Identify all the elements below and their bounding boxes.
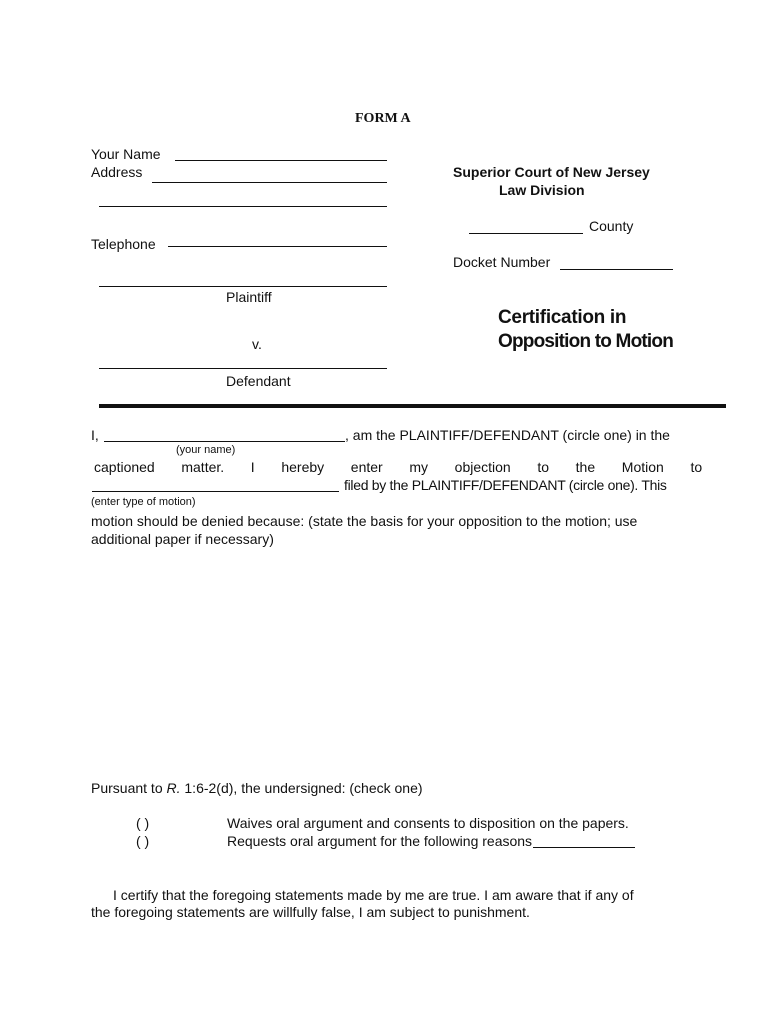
document-title-line1: Certification in — [498, 307, 627, 328]
court-division: Law Division — [499, 182, 585, 198]
defendant-field[interactable] — [99, 368, 387, 369]
form-label: FORM A — [355, 111, 411, 126]
address-label: Address — [91, 164, 143, 180]
request-checkbox[interactable]: ( ) — [136, 833, 150, 849]
your-name-field[interactable] — [175, 160, 387, 161]
pursuant-line: Pursuant to R. 1:6-2(d), the undersigned: (check one) — [91, 780, 423, 796]
county-field[interactable] — [469, 233, 583, 234]
address-field-line1[interactable] — [152, 182, 387, 183]
body-additional-line: additional paper if necessary) — [91, 531, 274, 547]
docket-number-field[interactable] — [560, 269, 673, 270]
plaintiff-label: Plaintiff — [226, 289, 272, 305]
defendant-label: Defendant — [226, 373, 291, 389]
docket-label: Docket Number — [453, 254, 551, 270]
caption-divider — [99, 404, 726, 408]
plaintiff-field[interactable] — [99, 286, 387, 287]
body-filed-by: filed by the PLAINTIFF/DEFENDANT (circle one). This — [344, 477, 667, 493]
body-am-the: , am the PLAINTIFF/DEFENDANT (circle one) in the — [345, 427, 670, 443]
address-field-line2[interactable] — [99, 206, 387, 207]
county-label: County — [589, 218, 634, 234]
your-name-blank[interactable] — [104, 441, 345, 442]
request-option-text: Requests oral argument for the following reasons — [227, 833, 533, 849]
telephone-label: Telephone — [91, 236, 156, 252]
body-denied-line: motion should be denied because: (state the basis for your opposition to the motion; use — [91, 513, 638, 529]
your-name-hint: (your name) — [176, 444, 236, 456]
body-i: I, — [91, 427, 99, 443]
captioned-line: captioned matter. I hereby enter my objection to the Motion to — [94, 459, 703, 475]
versus-label: v. — [252, 336, 262, 352]
court-name: Superior Court of New Jersey — [453, 164, 650, 180]
waive-option-text: Waives oral argument and consents to disposition on the papers. — [227, 815, 629, 831]
telephone-field[interactable] — [168, 246, 387, 247]
document-title-line2: Opposition to Motion — [498, 331, 674, 352]
reasons-blank[interactable] — [533, 847, 635, 848]
waive-checkbox[interactable]: ( ) — [136, 815, 150, 831]
certify-line2: the foregoing statements are willfully false, I am subject to punishment. — [91, 904, 530, 920]
certify-line1: I certify that the foregoing statements made by me are true. I am aware that if any of — [113, 887, 634, 903]
motion-type-blank[interactable] — [92, 491, 339, 492]
your-name-label: Your Name — [91, 146, 161, 162]
motion-type-hint: (enter type of motion) — [91, 496, 196, 508]
